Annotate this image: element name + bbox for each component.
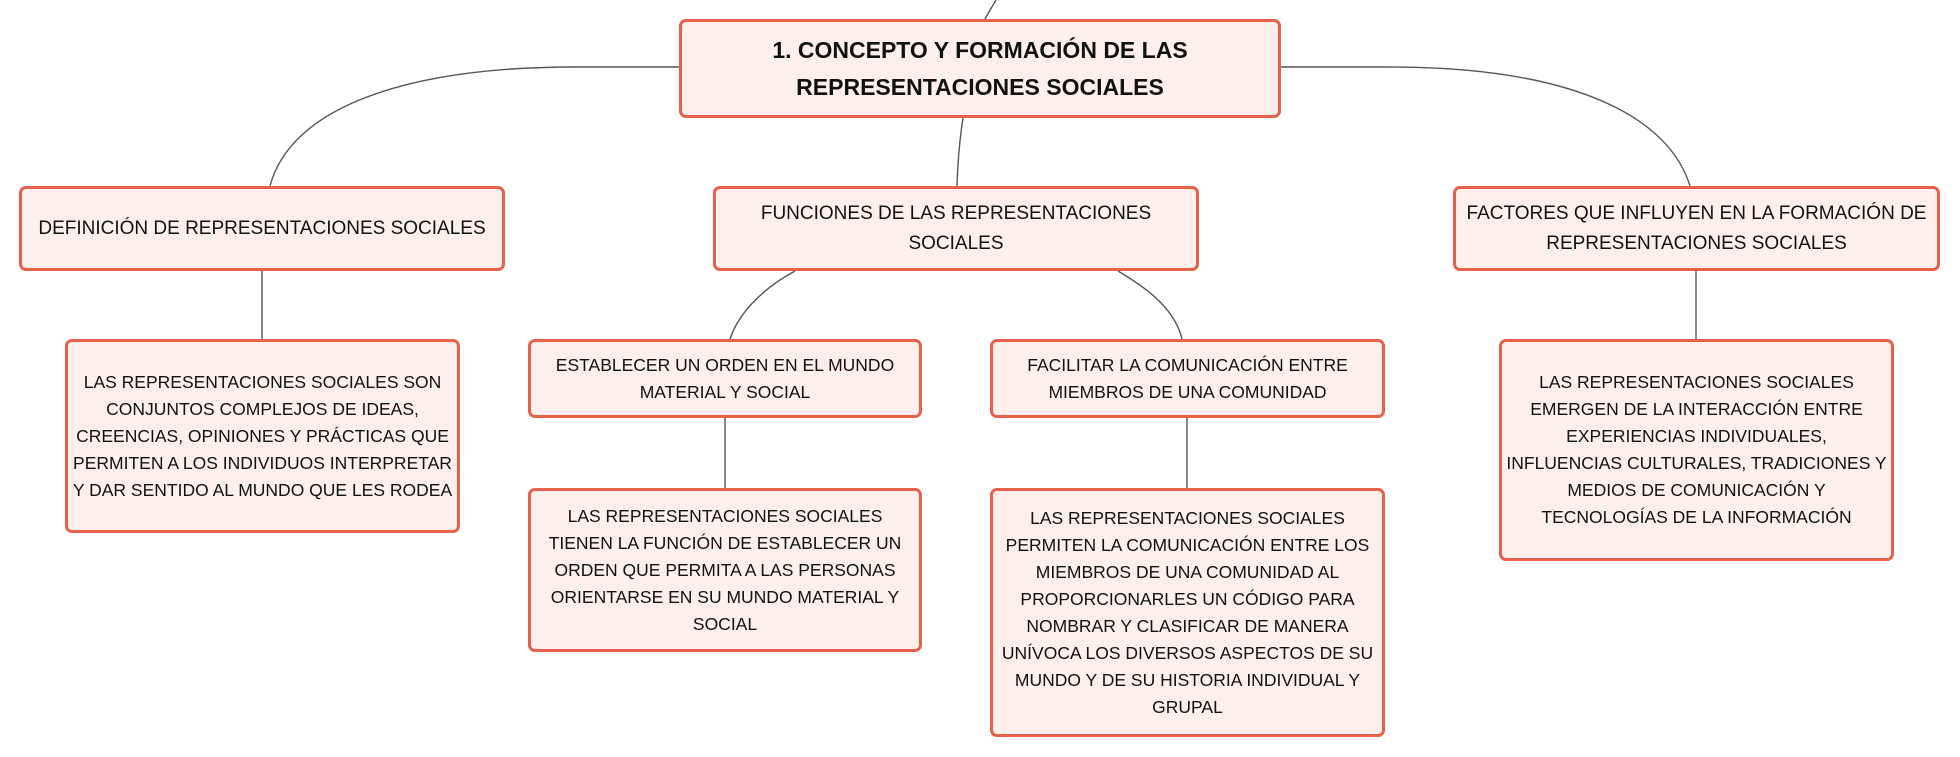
connector-root-definicion bbox=[270, 67, 679, 186]
connector-to-parent bbox=[985, 0, 996, 19]
topic-establecer-orden[interactable] bbox=[528, 339, 922, 418]
root-topic-label: 1. CONCEPTO Y FORMACIÓN DE LAS REPRESENTACIONES SOCIALES bbox=[772, 36, 1188, 100]
topic-definicion[interactable] bbox=[19, 186, 505, 271]
topic-establecer-orden-label: ESTABLECER UN ORDEN EN EL MUNDO MATERIAL Y SOCIAL bbox=[555, 354, 895, 402]
topic-factores[interactable] bbox=[1453, 186, 1940, 271]
connector-root-funciones bbox=[957, 118, 963, 186]
root-topic[interactable] bbox=[679, 19, 1281, 118]
topic-facilitar-comunicacion-label: FACILITAR LA COMUNICACIÓN ENTRE MIEMBROS DE UNA COMUNIDAD bbox=[1027, 354, 1348, 402]
topic-facilitar-comunicacion-detail[interactable] bbox=[990, 488, 1385, 737]
connector-root-factores bbox=[1281, 67, 1690, 186]
topic-definicion-detail-text: LAS REPRESENTACIONES SOCIALES SON CONJUNTOS COMPLEJOS DE IDEAS, CREENCIAS, OPINIONES Y PRÁCTICAS QUE PERMITEN A LOS INDIVIDUOS INTERPRETAR Y DAR SENTIDO AL MUNDO QUE LES RODEA bbox=[72, 371, 453, 500]
topic-definicion-label: DEFINICIÓN DE REPRESENTACIONES SOCIALES bbox=[38, 217, 486, 239]
topic-factores-detail-text: LAS REPRESENTACIONES SOCIALES EMERGEN DE LA INTERACCIÓN ENTRE EXPERIENCIAS INDIVIDUALES, INFLUENCIAS CULTURALES, TRADICIONES Y MEDIOS DE COMUNICACIÓN Y TECNOLOGÍAS DE LA INFORMACIÓN bbox=[1506, 372, 1887, 527]
connector-funciones-facilitar bbox=[1118, 271, 1182, 339]
topic-funciones[interactable] bbox=[713, 186, 1199, 271]
topic-factores-detail[interactable] bbox=[1499, 339, 1894, 561]
topic-facilitar-comunicacion[interactable] bbox=[990, 339, 1385, 418]
topic-establecer-orden-detail[interactable] bbox=[528, 488, 922, 652]
topic-factores-label: FACTORES QUE INFLUYEN EN LA FORMACIÓN DE REPRESENTACIONES SOCIALES bbox=[1466, 202, 1927, 254]
topic-facilitar-comunicacion-detail-text: LAS REPRESENTACIONES SOCIALES PERMITEN LA COMUNICACIÓN ENTRE LOS MIEMBROS DE UNA COMUNIDAD AL PROPORCIONARLES UN CÓDIGO PARA NOMBRAR Y CLASIFICAR DE MANERA UNÍVOCA LOS DIVERSOS ASPECTOS DE SU MUNDO Y DE SU HISTORIA INDIVIDUAL Y GRUPAL bbox=[1001, 507, 1374, 717]
topic-definicion-detail[interactable] bbox=[65, 339, 460, 533]
topic-establecer-orden-detail-text: LAS REPRESENTACIONES SOCIALES TIENEN LA FUNCIÓN DE ESTABLECER UN ORDEN QUE PERMITA A LAS PERSONAS ORIENTARSE EN SU MUNDO MATERIAL Y SOCIAL bbox=[548, 505, 902, 634]
topic-funciones-label: FUNCIONES DE LAS REPRESENTACIONES SOCIALES bbox=[760, 202, 1152, 254]
connector-funciones-establecer bbox=[730, 271, 795, 339]
